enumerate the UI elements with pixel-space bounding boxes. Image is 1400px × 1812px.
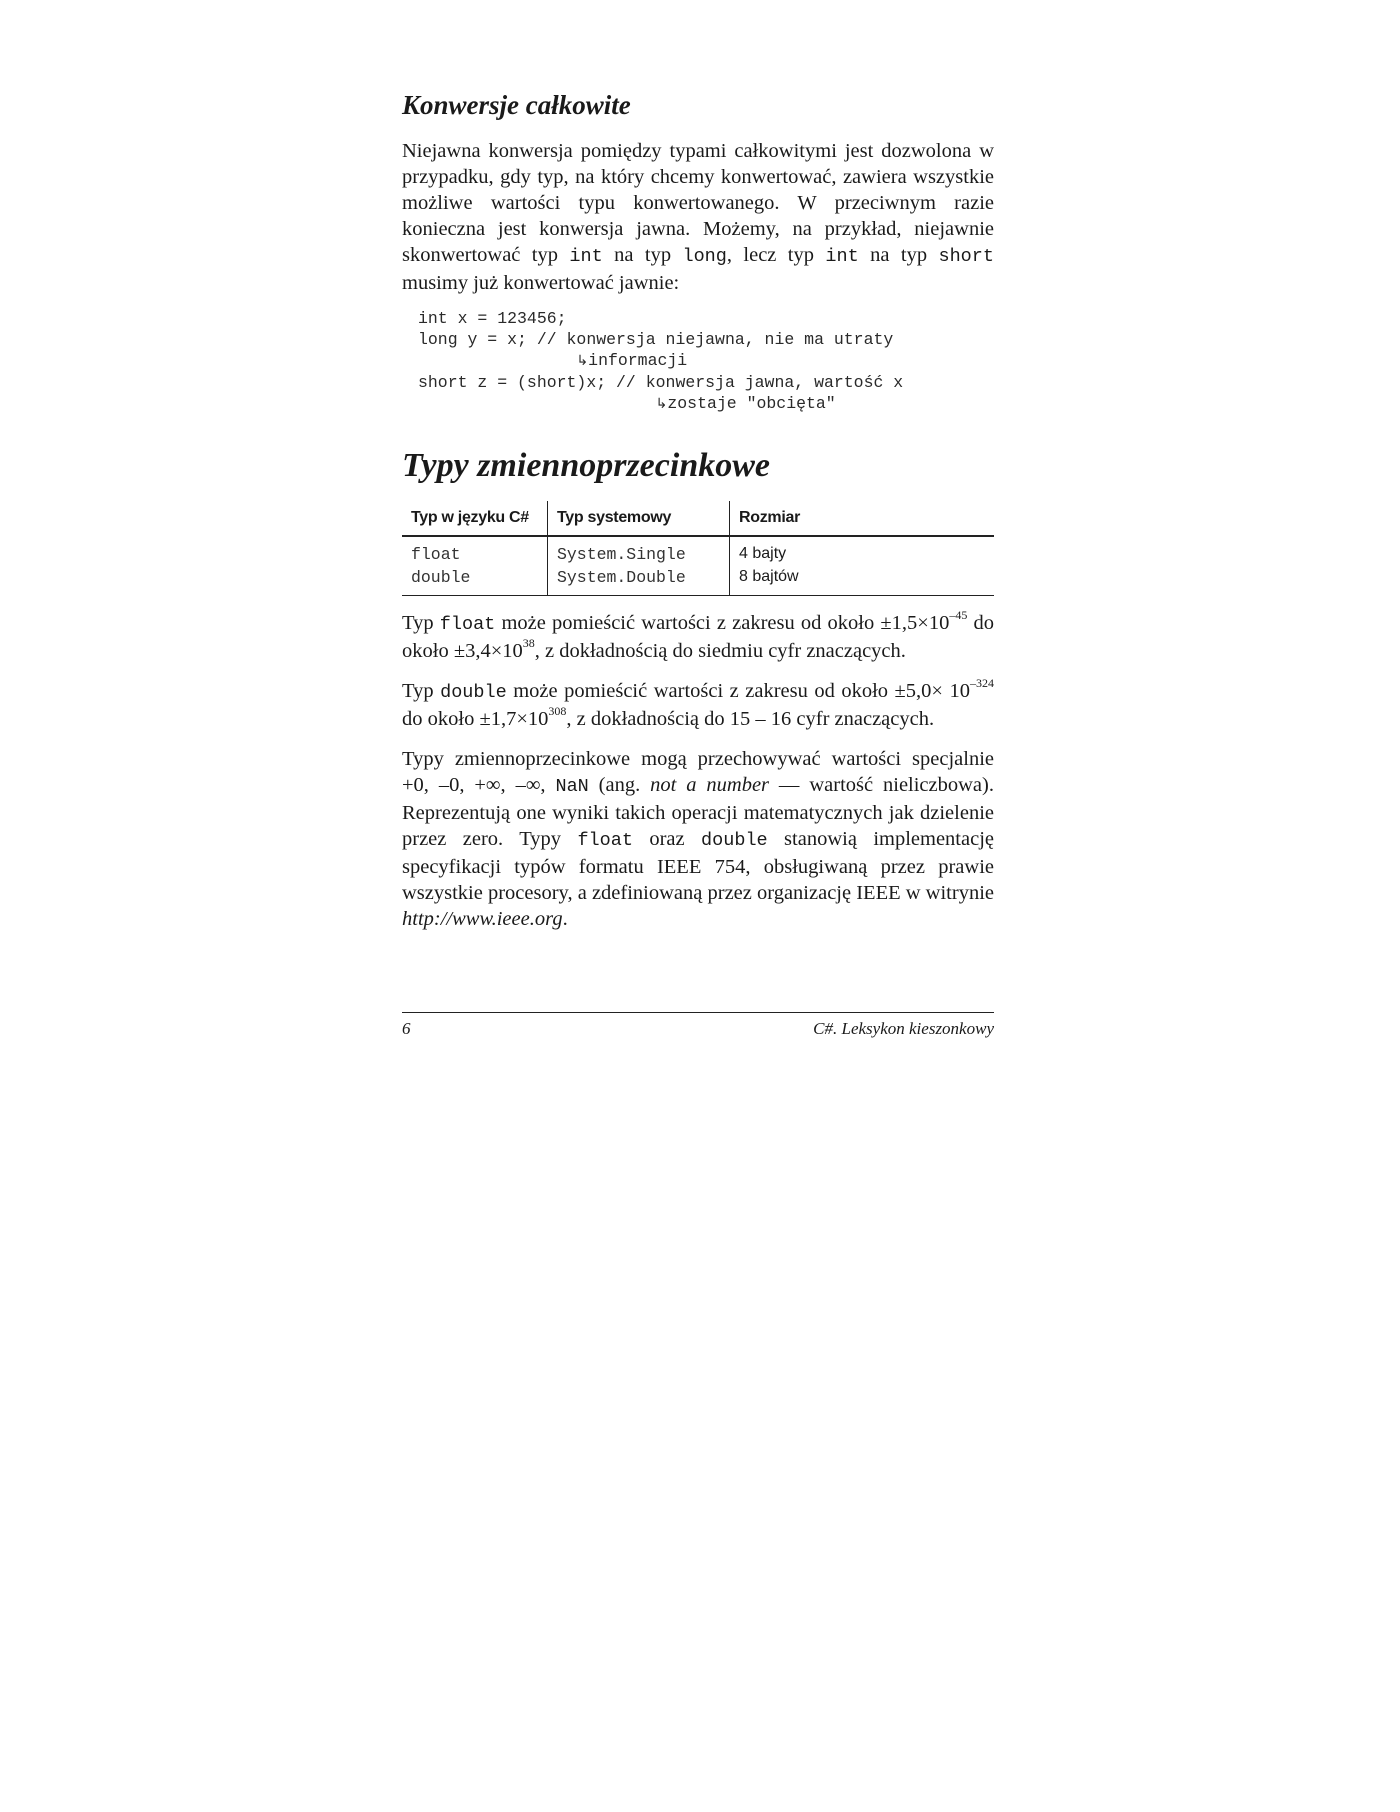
paragraph-double: Typ double może pomieścić wartości z zakresu od około $\pm 5,0\times 10^{-324}$ do około $\pm 1,7\times 10^{308}$, z dokładnością do 15 – 16 cyfr znaczących.	[402, 676, 994, 730]
code-inline: float	[577, 830, 633, 851]
types-table	[402, 501, 994, 596]
code-line: zostaje "obcięta"	[667, 394, 836, 413]
paragraph-integer-conversions: Niejawna konwersja pomiędzy typami całkowitymi jest dozwolona w przypadku, gdy typ, na który chcemy konwertować, zawiera wszystkie możliwe wartości typu konwertowanego. W przeciwnym razie konieczna jest konwersja jawna. Możemy, na przykład, niejawnie skonwertować typ int na typ long, lecz typ int na typ short musimy już konwertować jawnie:	[402, 140, 994, 294]
page-content	[402, 80, 994, 932]
table-cell: float	[411, 545, 461, 564]
paragraph-special-values: Typy zmiennoprzecinkowe mogą przechowywać wartości specjalnie +0, –0, +∞, –∞, NaN (ang. not a number — wartość nieliczbowa). Reprezentują one wyniki takich operacji matematycznych jak dzielenie przez zero. Typy float oraz double stanowią implementację specyfikacji typów formatu IEEE 754, obsługiwaną przez prawie wszystkie procesory, a zdefiniowaną przez organizację IEEE w witrynie http://www.ieee.org.	[402, 748, 994, 930]
line-continuation-icon: ↳	[576, 353, 589, 369]
code-block	[418, 308, 994, 415]
book-title: C#. Leksykon kieszonkowy	[813, 1019, 994, 1038]
table-cell: 8 bajtów	[730, 566, 995, 596]
code-inline: short	[938, 246, 994, 267]
page-number: 6	[402, 1019, 411, 1038]
code-inline: NaN	[555, 776, 589, 797]
table-cell: System.Single	[548, 536, 730, 566]
paragraph-float: Typ float może pomieścić wartości z zakresu od około $\pm 1,5\times 10^{-45}$ do około $\pm 3,4\times 10^{38}$, z dokładnością do siedmiu cyfr znaczących.	[402, 608, 995, 662]
exponent: 308	[548, 704, 567, 719]
column-header: Typ systemowy	[548, 501, 730, 536]
url-text: http://www.ieee.org	[402, 908, 563, 930]
code-line: informacji	[588, 351, 688, 370]
table-header-row	[402, 501, 994, 536]
exponent: –45	[949, 608, 968, 623]
table-cell: double	[402, 566, 548, 596]
exponent: –324	[970, 676, 994, 691]
section-heading-floating-point: Typy zmiennoprzecinkowe	[402, 447, 770, 484]
exponent: 38	[522, 636, 535, 651]
table-row	[402, 536, 994, 566]
table-cell: 4 bajty	[730, 536, 995, 566]
code-inline: double	[701, 830, 768, 851]
code-line: short z = (short)x; // konwersja jawna, wartość x	[418, 373, 904, 392]
column-header: Typ w języku C#	[402, 501, 548, 536]
code-inline: int	[825, 246, 859, 267]
code-inline: float	[439, 614, 496, 635]
code-line: long y = x; // konwersja niejawna, nie ma utraty	[418, 330, 894, 349]
code-inline: double	[440, 682, 507, 703]
code-line: int x = 123456;	[418, 309, 567, 328]
line-continuation-icon: ↳	[655, 396, 668, 412]
table-row	[402, 566, 994, 596]
page-footer	[402, 1012, 994, 1039]
code-inline: long	[682, 246, 727, 267]
column-header: Rozmiar	[730, 501, 995, 536]
code-inline: int	[569, 246, 603, 267]
section-heading-integer-conversions: Konwersje całkowite	[402, 90, 631, 120]
table-cell: System.Double	[548, 566, 730, 596]
